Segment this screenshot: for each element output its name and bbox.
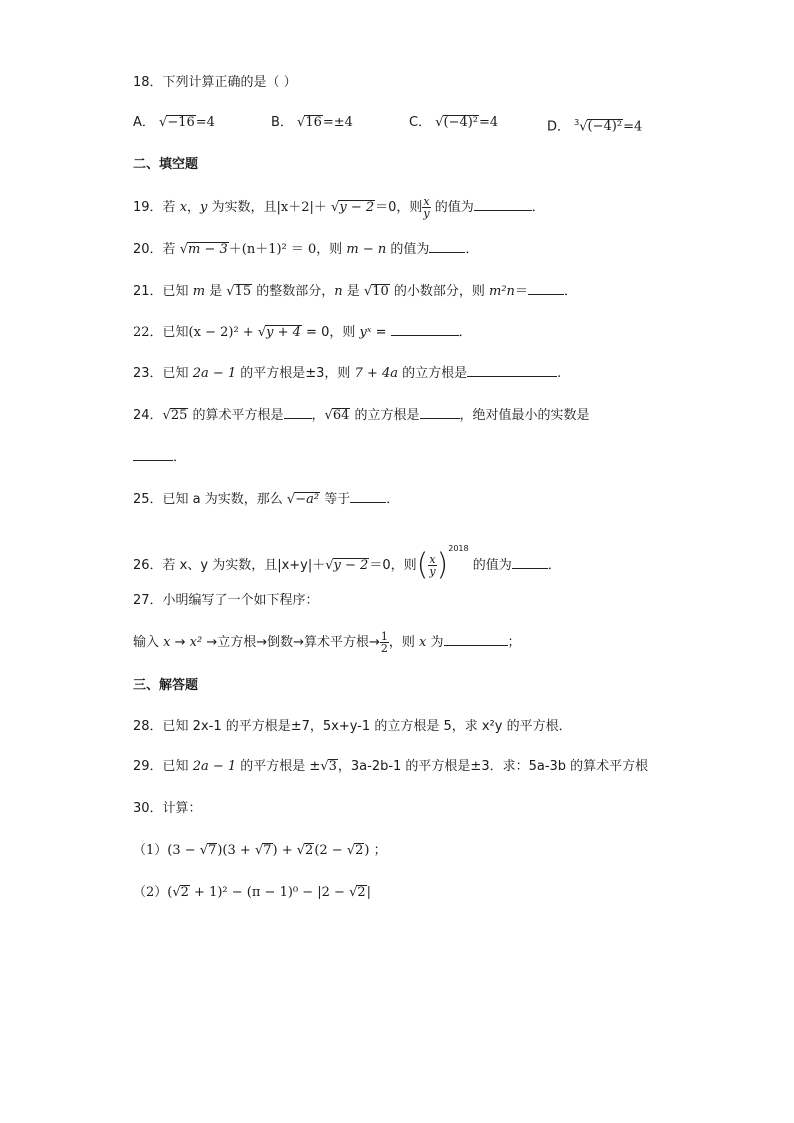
question-28: 28．已知 2x-1 的平方根是±7，5x+y-1 的立方根是 5，求 x²y 的平方根． — [133, 719, 572, 734]
question-30: 30．计算： — [133, 801, 202, 816]
question-23: 23．已知 2a − 1 的平方根是±3，则 7 + 4a 的立方根是 . — [133, 366, 562, 381]
option-a: A． √−16=4 — [133, 115, 215, 130]
question-18-options — [133, 114, 653, 134]
answer-blank[interactable] — [512, 556, 548, 569]
question-25: 25．已知 a 为实数，那么 √−a² 等于 ． — [133, 492, 400, 507]
answer-blank[interactable] — [528, 282, 564, 295]
answer-blank[interactable] — [444, 633, 508, 646]
answer-blank[interactable] — [391, 323, 459, 336]
question-26: 26．若 x、y 为实数，且|x+y|＋√y − 2＝0，则( $\frac{x}{y}$ )$^{2018}$ 的值为 ． — [133, 544, 561, 583]
option-b: B． √16=±4 — [271, 115, 353, 130]
question-27-program: 输入 x → x² →立方根→倒数→算术平方根→ $\frac{1}{2}$ ，则 x 为 ； — [133, 630, 521, 655]
option-c: C． √(−4)²=4 — [409, 115, 499, 130]
section-fill-blank-heading: 二、填空题 — [133, 157, 199, 172]
answer-blank[interactable] — [284, 406, 312, 419]
question-30-part-1: （1）(3 − √7)(3 + √7) + √2(2 − √2) ； — [133, 843, 387, 858]
question-18-stem: 18．下列计算正确的是（ ） — [133, 75, 297, 90]
question-24-continued: ． — [133, 448, 186, 467]
answer-blank[interactable] — [467, 364, 557, 377]
answer-blank[interactable] — [420, 406, 460, 419]
question-19: 19．若 x，y 为实数，且|x＋2|＋ √y − 2＝0，则 $\frac{x}{y}$ 的值为 ． — [133, 195, 545, 220]
answer-blank[interactable] — [429, 240, 465, 253]
question-20: 20．若 √m − 3＋(n＋1)² ＝ 0，则 m − n 的值为 ． — [133, 242, 479, 257]
question-29: 29．已知 2a − 1 的平方根是 ±√3，3a-2b-1 的平方根是±3．求：5a-3b 的算术平方根 — [133, 759, 649, 774]
option-d: D． $^3$√(−4)²=4 — [547, 118, 643, 135]
answer-blank[interactable] — [133, 448, 173, 461]
answer-blank[interactable] — [474, 198, 532, 211]
question-22: 22．已知(x − 2)² + √y + 4 = 0，则 yˣ = ． — [133, 325, 472, 340]
answer-blank[interactable] — [350, 490, 386, 503]
question-21: 21．已知 m 是 √15 的整数部分，n 是 √10 的小数部分，则 m²n＝ ． — [133, 284, 577, 299]
question-30-part-2: （2）(√2 + 1)² − (π − 1)⁰ − |2 − √2| — [133, 885, 372, 900]
question-24: 24．√25 的算术平方根是 ，√64 的立方根是 ，绝对值最小的实数是 — [133, 408, 590, 423]
section-answer-heading: 三、解答题 — [133, 678, 199, 693]
question-27-stem: 27．小明编写了一个如下程序： — [133, 593, 319, 608]
